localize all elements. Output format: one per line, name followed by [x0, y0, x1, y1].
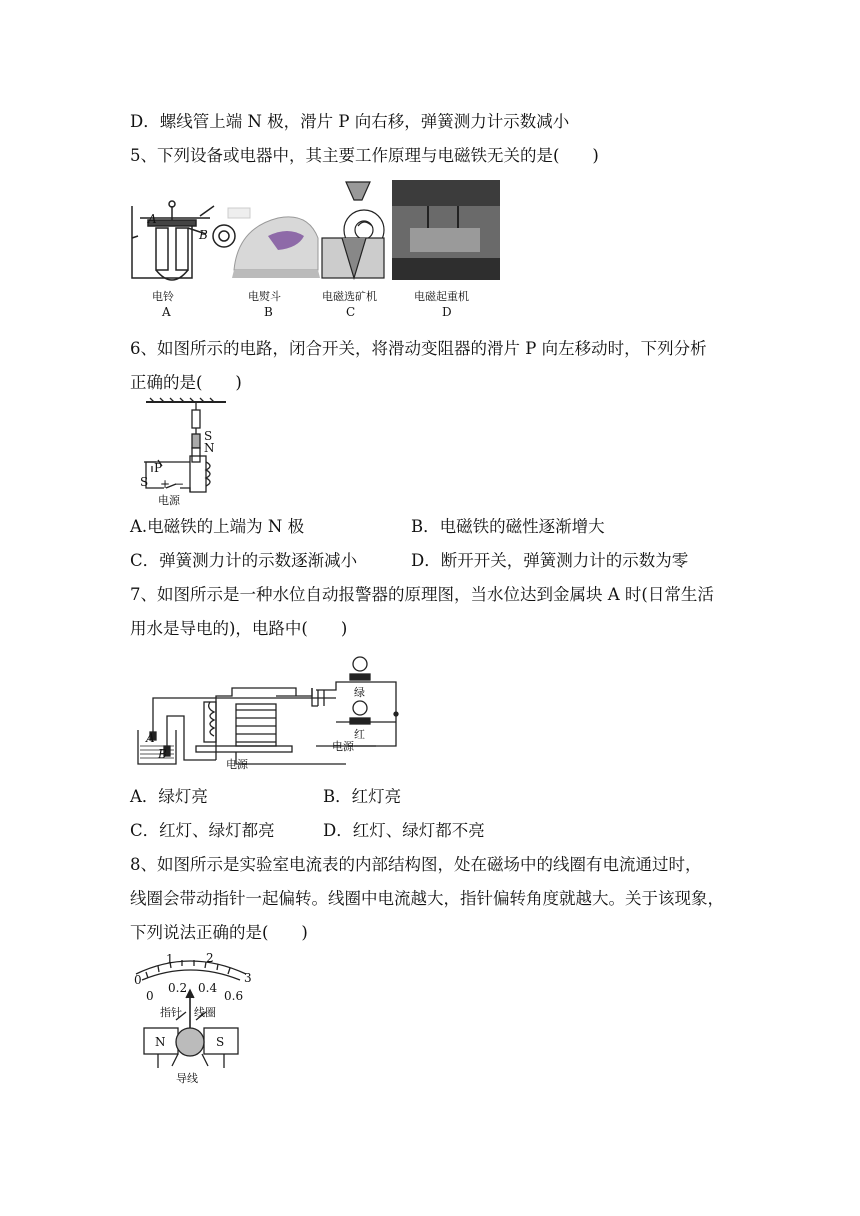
inner-tick-0: 0	[146, 989, 154, 1003]
outer-tick-1: 1	[166, 952, 174, 966]
q6-n-pole: N	[204, 441, 215, 455]
q6-s-pole: S	[204, 429, 213, 443]
inner-tick-02: 0.2	[168, 981, 188, 995]
q7-stem-line1: 7、如图所示是一种水位自动报警器的原理图，当水位达到金属块 A 时(日常生活	[130, 585, 714, 604]
q6-power-label: 电源	[158, 494, 180, 507]
pointer-label: 指针	[160, 1006, 182, 1019]
inner-tick-06: 0.6	[224, 989, 244, 1003]
q7-block-b: B	[158, 747, 167, 761]
wire-label: 导线	[176, 1072, 198, 1085]
crane-name: 电磁起重机	[414, 290, 469, 303]
q6-slider-p: P	[154, 461, 163, 475]
crane-photo	[392, 180, 500, 280]
q7-power-label-1: 电源	[332, 740, 354, 753]
q7-red-lamp: 红	[354, 728, 365, 741]
q7-option-d: D．红灯、绿灯都不亮	[323, 821, 485, 840]
q6-option-d: D．断开开关，弹簧测力计的示数为零	[411, 551, 689, 570]
magnet-n-pole: N	[155, 1035, 166, 1049]
q8-stem-line2: 线圈会带动指针一起偏转。线圈中电流越大，指针偏转角度就越大。关于该现象，	[130, 889, 724, 908]
q6-plus: +	[160, 477, 171, 491]
q6-stem-line1: 6、如图所示的电路，闭合开关，将滑动变阻器的滑片 P 向左移动时，下列分析	[130, 339, 707, 358]
q6-stem-line2: 正确的是( )	[130, 373, 242, 392]
outer-tick-2: 2	[206, 951, 214, 965]
q7-option-c: C．红灯、绿灯都亮	[130, 821, 275, 840]
outer-tick-3: 3	[244, 971, 252, 985]
q7-green-lamp: 绿	[354, 686, 365, 699]
crane-letter: D	[442, 305, 452, 319]
separator-name: 电磁选矿机	[322, 290, 377, 303]
q4-option-d: D．螺线管上端 N 极，滑片 P 向右移，弹簧测力计示数减小	[130, 112, 570, 131]
q6-option-a: A.电磁铁的上端为 N 极	[130, 517, 305, 536]
magnet-s-pole: S	[216, 1035, 225, 1049]
iron-letter: B	[264, 305, 273, 319]
bell-letter: A	[162, 305, 171, 319]
iron-image	[228, 208, 320, 278]
q7-figure	[136, 650, 406, 776]
bell-point-a: A	[148, 212, 157, 226]
bell-name: 电铃	[152, 290, 174, 303]
q6-switch-s: S	[140, 475, 149, 489]
q7-block-a: A	[146, 731, 155, 745]
q6-figure	[126, 396, 236, 508]
q5-figure	[128, 178, 503, 320]
q6-minus: −	[174, 477, 185, 491]
q6-option-b: B．电磁铁的磁性逐渐增大	[411, 517, 605, 536]
q8-stem-line1: 8、如图所示是实验室电流表的内部结构图，处在磁场中的线圈有电流通过时，	[130, 855, 702, 874]
separator-letter: C	[346, 305, 356, 319]
q7-option-a: A．绿灯亮	[130, 787, 208, 806]
q7-option-b: B．红灯亮	[323, 787, 402, 806]
iron-name: 电熨斗	[248, 290, 281, 303]
outer-tick-0: 0	[134, 973, 142, 987]
q7-stem-line2: 用水是导电的)，电路中( )	[130, 619, 348, 638]
q8-stem-line3: 下列说法正确的是( )	[130, 923, 308, 942]
q7-power-label-2: 电源	[226, 758, 248, 771]
q8-figure	[128, 950, 258, 1086]
inner-tick-04: 0.4	[198, 981, 218, 995]
q6-option-c: C．弹簧测力计的示数逐渐减小	[130, 551, 358, 570]
coil-label: 线圈	[194, 1006, 216, 1019]
q5-stem: 5、下列设备或电器中，其主要工作原理与电磁铁无关的是( )	[130, 146, 599, 165]
separator-diagram	[322, 182, 384, 278]
bell-point-b: B	[199, 228, 208, 242]
